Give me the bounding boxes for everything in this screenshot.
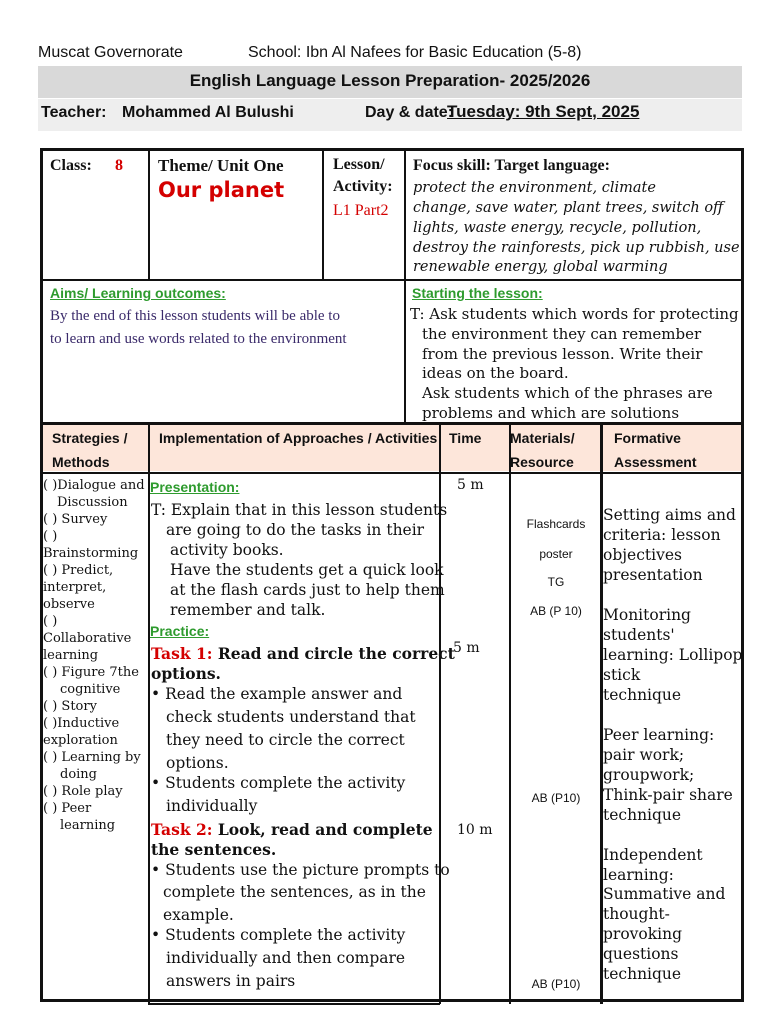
time-value: 5 m — [457, 477, 484, 493]
strategy-item: Collaborative — [43, 631, 132, 646]
time-value: 10 m — [457, 822, 493, 838]
strategy-item: ( ) Role play — [43, 784, 123, 799]
task1-label: Task 1: — [151, 644, 213, 663]
strategy-item: interpret, — [43, 580, 107, 595]
teacher-label: Teacher: — [41, 104, 107, 121]
lesson-label: Lesson/ — [333, 156, 385, 173]
strategy-item: ( )Dialogue and — [43, 478, 145, 493]
strategy-item: exploration — [43, 733, 118, 748]
starting-lesson-label: Starting the lesson: — [412, 285, 543, 301]
date-label: Day & date: — [365, 104, 454, 121]
header-line — [38, 44, 582, 62]
formative-line: learning: Lollipop — [603, 646, 743, 664]
strategy-item: ( ) — [43, 529, 58, 544]
aims-line: to learn and use words related to the environment — [50, 331, 347, 347]
formative-line: questions — [603, 945, 679, 963]
time-value: 5 m — [453, 640, 480, 656]
task2-line: • Students use the picture prompts to — [151, 861, 450, 879]
date-value: Tuesday: 9th Sept, 2025 — [447, 102, 640, 121]
starting-line: ideas on the board. — [422, 364, 569, 382]
divider — [42, 279, 742, 281]
formative-line: Setting aims and — [603, 506, 736, 524]
class-value: 8 — [115, 157, 123, 174]
formative-line: stick — [603, 666, 641, 684]
task1-line: • Read the example answer and — [151, 685, 403, 703]
strategy-item: learning — [60, 818, 116, 833]
strategy-item: ( ) Peer — [43, 801, 92, 816]
task1-line: • Students complete the activity — [151, 774, 406, 792]
task2-line: individually and then compare — [166, 949, 406, 967]
divider — [148, 150, 150, 280]
strategy-item: ( ) Story — [43, 699, 97, 714]
lesson-value: L1 Part2 — [333, 202, 389, 219]
material-item: AB (P10) — [531, 977, 581, 991]
task2-title-text: Look, read and complete — [217, 820, 433, 839]
divider — [148, 424, 150, 1004]
strategy-item: doing — [60, 767, 98, 782]
strategies-header: Strategies / — [52, 430, 128, 446]
task2-title-cont: the sentences. — [151, 840, 277, 859]
starting-line: the environment they can remember — [422, 325, 702, 343]
formative-line: students' — [603, 626, 675, 644]
activity-label: Activity: — [333, 178, 393, 195]
resource-header: Resource — [510, 454, 574, 470]
teacher-name: Mohammed Al Bulushi — [122, 104, 294, 121]
presentation-line: at the flash cards just to help them — [170, 581, 445, 599]
formative-line: learning: — [603, 866, 674, 884]
materials-header: Materials/ — [510, 430, 575, 446]
formative-line: Independent — [603, 846, 703, 864]
task1-line: options. — [166, 754, 229, 772]
divider — [509, 424, 511, 1004]
formative-line: technique — [603, 686, 682, 704]
theme-label: Theme/ Unit One — [158, 156, 284, 175]
class-label: Class: — [50, 157, 92, 174]
formative-line: objectives — [603, 546, 682, 564]
divider — [42, 472, 742, 474]
task2-line: complete the sentences, as in the — [163, 883, 426, 901]
aims-line: By the end of this lesson students will be able to — [50, 308, 340, 324]
starting-line: from the previous lesson. Write their — [422, 345, 703, 363]
formative-line: provoking — [603, 925, 683, 943]
target-language-line: protect the environment, climate — [413, 180, 656, 196]
task1-line: check students understand that — [166, 708, 416, 726]
governorate-text: Muscat Governorate — [38, 44, 183, 61]
presentation-line: Have the students get a quick look — [170, 561, 444, 579]
strategy-item: ( ) Survey — [43, 512, 108, 527]
strategy-item: cognitive — [60, 682, 121, 697]
material-item: AB (P 10) — [530, 604, 582, 618]
material-item: poster — [539, 547, 573, 561]
time-header: Time — [449, 430, 482, 446]
strategy-item: ( )Inductive — [43, 716, 120, 731]
presentation-line: activity books. — [170, 541, 284, 559]
task1-title — [151, 644, 455, 664]
aims-label: Aims/ Learning outcomes: — [50, 285, 226, 301]
presentation-line: remember and talk. — [170, 601, 326, 619]
formative-line: presentation — [603, 566, 703, 584]
methods-header: Methods — [52, 454, 110, 470]
strategy-item: ( ) — [43, 614, 58, 629]
strategy-item: learning — [43, 648, 99, 663]
strategy-item: ( ) Predict, — [43, 563, 114, 578]
strategy-item: observe — [43, 597, 95, 612]
formative-line: criteria: lesson — [603, 526, 721, 544]
task1-line: individually — [166, 797, 258, 815]
document-title: English Language Lesson Preparation- 2025/2026 — [38, 66, 742, 98]
strategy-item: Discussion — [57, 495, 128, 510]
formative-line: pair work; — [603, 746, 685, 764]
presentation-label: Presentation: — [150, 479, 240, 495]
implementation-header: Implementation of Approaches / Activities — [159, 430, 438, 446]
target-language-line: lights, waste energy, recycle, pollution, — [413, 220, 702, 236]
assessment-header: Assessment — [614, 454, 697, 470]
formative-line: Summative and — [603, 885, 726, 903]
formative-line: technique — [603, 965, 682, 983]
presentation-line: are going to do the tasks in their — [166, 521, 425, 539]
divider — [148, 1003, 440, 1005]
formative-line: Monitoring — [603, 606, 691, 624]
practice-label: Practice: — [150, 623, 210, 639]
task1-line: they need to circle the correct — [166, 731, 405, 749]
task2-line: • Students complete the activity — [151, 926, 406, 944]
material-item: AB (P10) — [531, 791, 581, 805]
material-item: Flashcards — [526, 517, 586, 531]
material-item: TG — [547, 575, 565, 589]
divider — [404, 150, 406, 423]
formative-line: technique — [603, 806, 682, 824]
target-language-line: renewable energy, global warming — [413, 259, 668, 275]
strategy-item: ( ) Learning by — [43, 750, 141, 765]
formative-header: Formative — [614, 430, 681, 446]
target-language-line: change, save water, plant trees, switch off — [413, 200, 724, 216]
strategy-item: ( ) Figure 7the — [43, 665, 139, 680]
presentation-line: T: Explain that in this lesson students — [151, 501, 448, 519]
formative-line: Peer learning: — [603, 726, 715, 744]
focus-skill-label: Focus skill: Target language: — [413, 157, 610, 174]
strategy-item: Brainstorming — [43, 546, 139, 561]
task2-title — [151, 820, 433, 840]
task1-title-cont: options. — [151, 664, 221, 683]
task1-title-text: Read and circle the correct — [217, 644, 455, 663]
theme-value: Our planet — [158, 178, 285, 202]
formative-line: thought- — [603, 905, 670, 923]
target-language-line: destroy the rainforests, pick up rubbish, use — [413, 240, 740, 256]
formative-line: Think-pair share — [603, 786, 733, 804]
starting-line: Ask students which of the phrases are — [422, 384, 713, 402]
divider — [42, 422, 742, 425]
starting-line: T: Ask students which words for protecting — [410, 305, 739, 323]
school-name: School: Ibn Al Nafees for Basic Education (5-8) — [248, 44, 582, 61]
task2-label: Task 2: — [151, 820, 213, 839]
starting-line: problems and which are solutions — [422, 404, 680, 422]
formative-line: groupwork; — [603, 766, 695, 784]
task2-line: answers in pairs — [166, 972, 296, 990]
divider — [322, 150, 324, 280]
task2-line: example. — [163, 906, 234, 924]
teacher-date-band — [38, 99, 742, 131]
